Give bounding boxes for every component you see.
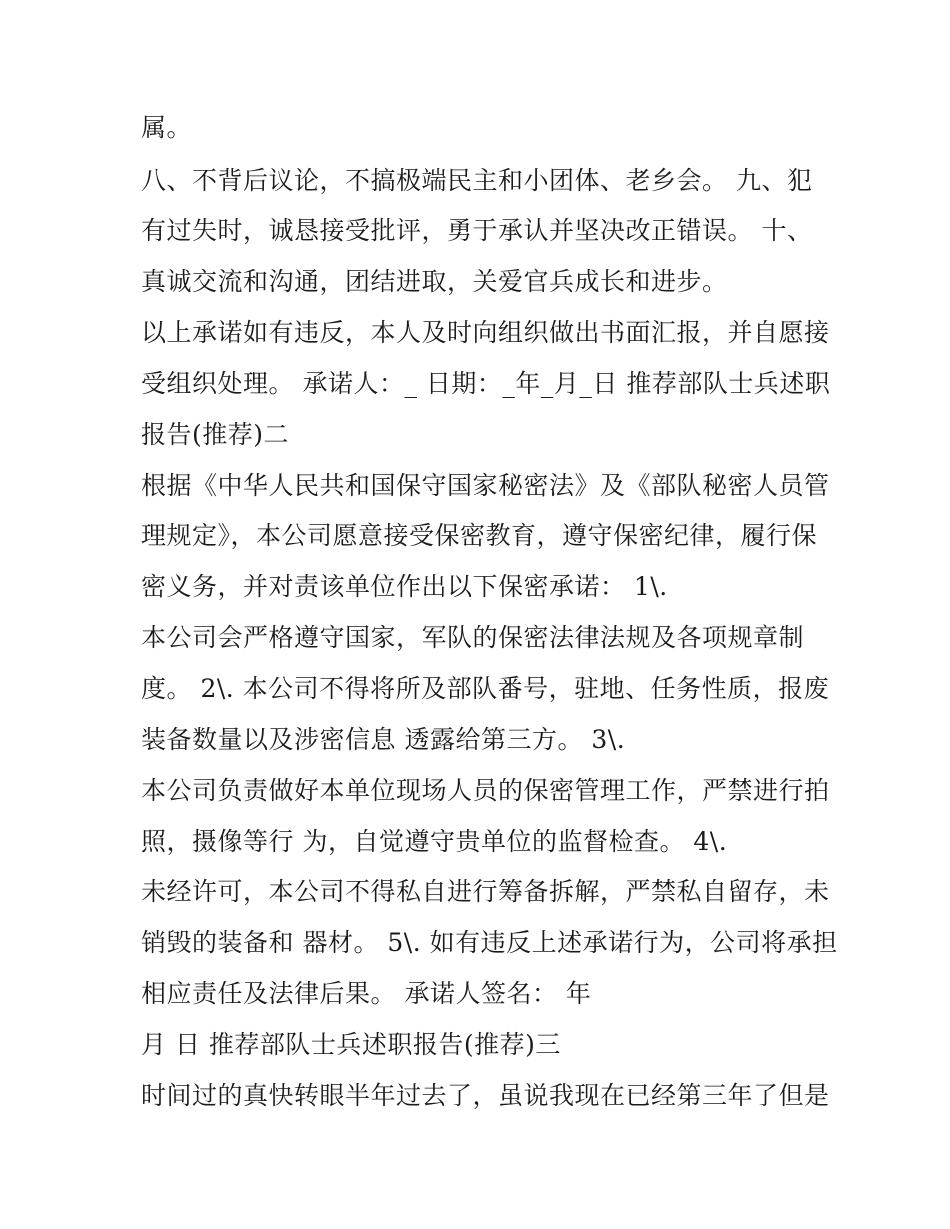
text-line: 未经许可，本公司不得私自进行筹备拆解，严禁私自留存，未 [141,877,830,906]
text-line: 受组织处理。 承诺人：_ 日期：_年_月_日 推荐部队士兵述职 [141,369,831,398]
text-line: 根据《中华人民共和国保守国家秘密法》及《部队秘密人员管 [141,471,830,500]
text-line: 理规定》，本公司愿意接受保密教育，遵守保密纪律，履行保 [141,521,818,550]
text-line: 以上承诺如有违反，本人及时向组织做出书面汇报，并自愿接 [141,318,830,347]
text-line: 密义务，并对责该单位作出以下保密承诺： 1\. [141,572,668,601]
text-line: 度。 2\. 本公司不得将所及部队番号，驻地、任务性质，报废 [141,674,830,703]
text-line: 照，摄像等行 为，自觉遵守贵单位的监督检查。 4\. [141,827,728,856]
section-heading: 报告(推荐)二 [141,420,290,449]
text-line: 有过失时，诚恳接受批评，勇于承认并坚决改正错误。 十、 [141,216,813,245]
text-line: 本公司负责做好本单位现场人员的保密管理工作，严禁进行拍 [141,776,830,805]
section-heading: 月 日 推荐部队士兵述职报告(推荐)三 [141,1030,561,1059]
text-line: 八、不背后议论，不搞极端民主和小团体、老乡会。 九、犯 [141,166,813,195]
text-line: 装备数量以及涉密信息 透露给第三方。 3\. [141,725,626,754]
text-line: 本公司会严格遵守国家，军队的保密法律法规及各项规章制 [141,623,805,652]
text-line: 时间过的真快转眼半年过去了，虽说我现在已经第三年了但是 [141,1081,830,1110]
text-line: 真诚交流和沟通，团结进取，关爱官兵成长和进步。 [141,267,728,296]
text-line: 相应责任及法律后果。 承诺人签名： 年 [141,979,592,1008]
text-line: 属。 [141,113,193,142]
text-line: 销毁的装备和 器材。 5\. 如有违反上述承诺行为，公司将承担 [141,928,838,957]
